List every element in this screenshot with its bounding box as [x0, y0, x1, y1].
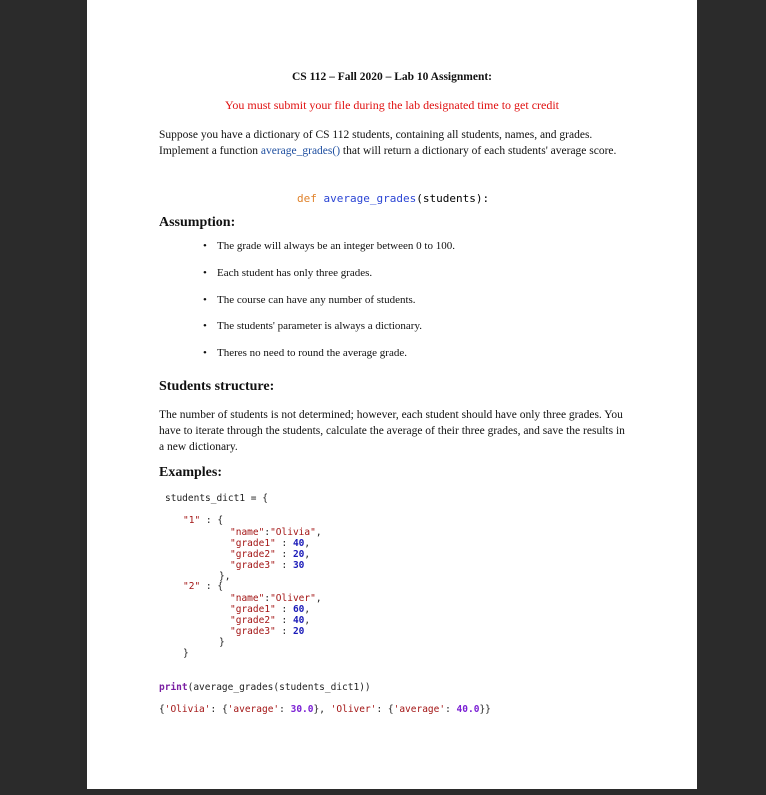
code-student-2-key: "2" : { [183, 581, 224, 592]
list-item: • Theres no need to round the average grade. [203, 347, 407, 360]
signature-name: average_grades [323, 192, 417, 205]
code-output-line: {'Olivia': {'average': 30.0}, 'Oliver': {'average': 40.0}} [159, 704, 491, 715]
submission-notice: You must submit your file during the lab designated time to get credit [224, 98, 560, 112]
list-item: • The grade will always be an integer between 0 to 100. [203, 240, 455, 252]
code-student-2-body: "name":"Oliver", "grade1" : 60, "grade2" : 40, "grade3" : 20 [230, 593, 322, 637]
list-item: • The course can have any number of students. [203, 293, 416, 306]
code-student-1-body: "name":"Olivia", "grade1" : 40, "grade2" : 20, "grade3" : 30 [230, 527, 322, 571]
function-signature [297, 192, 489, 205]
document-page [87, 0, 697, 789]
code-print-line: print(average_grades(students_dict1)) [159, 682, 371, 693]
intro-text-after: that will return a dictionary of each students' average score. [340, 145, 617, 157]
structure-heading: Students structure: [159, 379, 275, 394]
def-keyword: def [297, 192, 317, 205]
code-student-1-key: "1" : { [183, 515, 224, 526]
signature-params: (students): [416, 192, 490, 205]
page-title: CS 112 – Fall 2020 – Lab 10 Assignment: [292, 71, 492, 83]
assumption-heading: Assumption: [159, 215, 236, 230]
code-close: } [219, 637, 225, 648]
code-dict-open: students_dict1 = { [165, 493, 268, 504]
structure-paragraph: The number of students is not determined; however, each student should have only three grades. You have to iterate through the students, calculate the average of their three grades, and save the results in a new dictionary. [159, 409, 625, 453]
assumption-list [203, 240, 603, 374]
intro-text-before: Suppose you have a dictionary of CS 112 students, containing all students, names, and grades. Implement a function [159, 129, 593, 157]
list-item: • The students' parameter is always a dictionary. [203, 320, 423, 333]
list-item: • Each student has only three grades. [203, 266, 373, 279]
examples-heading: Examples: [159, 465, 222, 480]
code-close: }, [219, 571, 231, 582]
function-name-inline: average_grades() [260, 145, 341, 157]
code-dict-close: } [183, 648, 189, 659]
intro-paragraph [159, 127, 629, 159]
